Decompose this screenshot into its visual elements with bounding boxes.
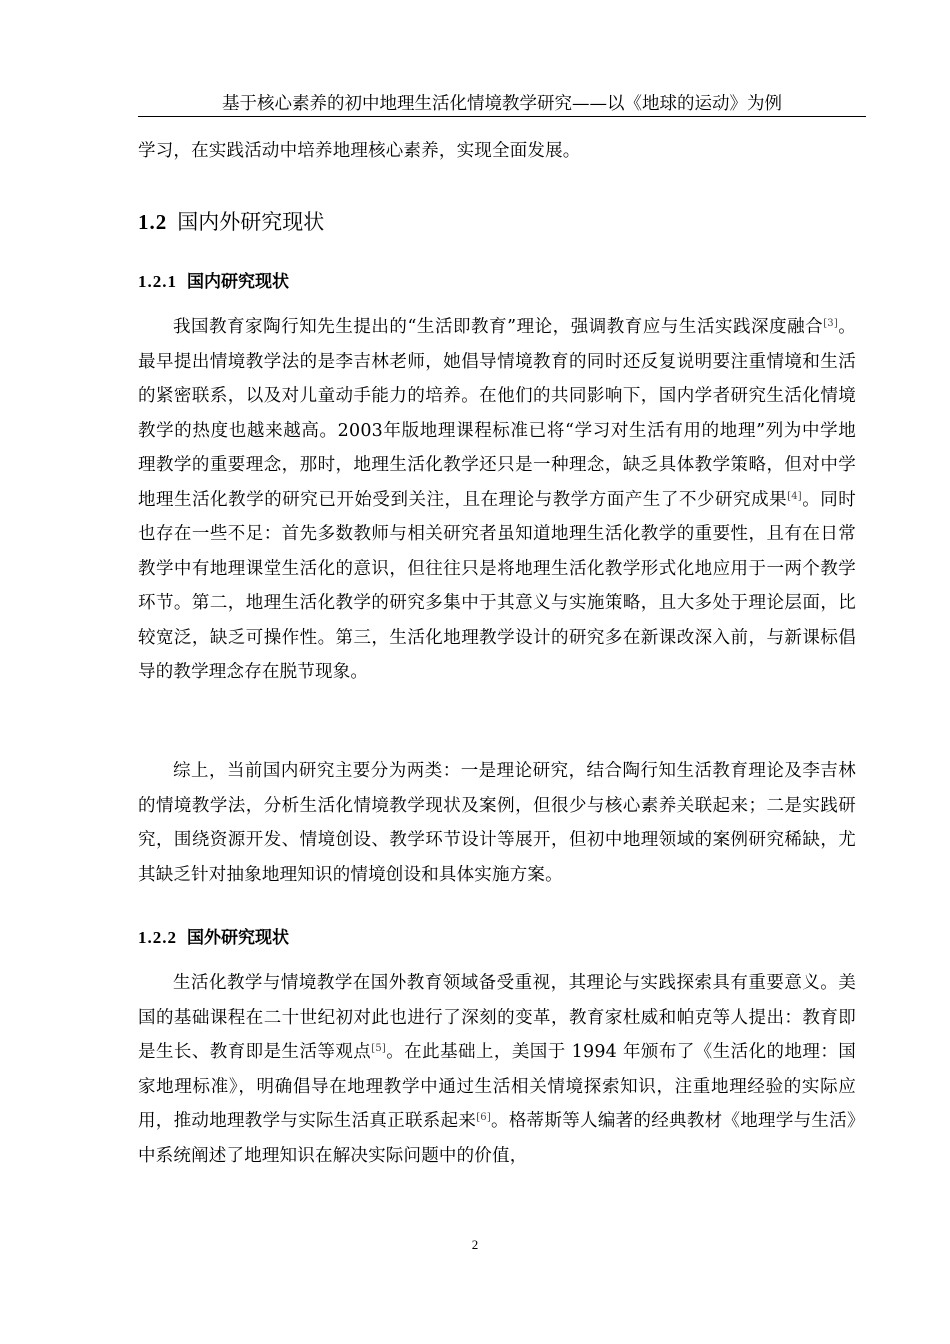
paragraph-foreign-research bbox=[138, 966, 856, 1173]
header-rule bbox=[138, 116, 866, 117]
paragraph-summary: 综上，当前国内研究主要分为两类：一是理论研究，结合陶行知生活教育理论及李吉林的情境教学法，分析生活化情境教学现状及案例，但很少与核心素养关联起来；二是实践研究，围绕资源开发、情境创设、教学环节设计等展开，但初中地理领域的案例研究稀缺，尤其缺乏针对抽象地理知识的情境创设和具体实施方案。 bbox=[138, 761, 856, 885]
section-heading bbox=[138, 208, 324, 236]
paragraph-text: 。同时也存在一些不足：首先多数教师与相关研究者虽知道地理生活化教学的重要性，且有在日常教学中有地理课堂生活化的意识，但往往只是将地理生活化教学形式化地应用于一两个教学环节。第二，地理生活化教学的研究多集中于其意义与实施策略，且大多处于理论层面，比较宽泛，缺乏可操作性。第三，生活化地理教学设计的研究多在新课改深入前，与新课标倡导的教学理念存在脱节现象。 bbox=[138, 489, 856, 682]
citation-5: [5] bbox=[371, 1043, 386, 1054]
paragraph-domestic-research bbox=[138, 310, 856, 690]
citation-3: [3] bbox=[823, 318, 838, 329]
paragraph-text: 。在此基础上，美国于 1994 年颁布了《生活化的地理：国家地理标准》，明确倡导在地理教学中通过生活相关情境探索知识，注重地理经验的实际应用，推动地理教学与实际生活真正联系起来 bbox=[138, 1042, 856, 1131]
page-header: 基于核心素养的初中地理生活化情境教学研究——以《地球的运动》为例 bbox=[222, 94, 782, 114]
citation-4: [4] bbox=[787, 490, 802, 502]
section-title: 国内外研究现状 bbox=[177, 210, 325, 234]
continuation-text: 学习，在实践活动中培养地理核心素养，实现全面发展。 bbox=[138, 141, 581, 161]
subsection-title: 国内研究现状 bbox=[187, 272, 289, 292]
page-number: 2 bbox=[471, 1237, 479, 1252]
subsection-number: 1.2.2 bbox=[138, 928, 177, 947]
paragraph-text: 。格蒂斯等人编著的经典教材《地理学与生活》中系统阐述了地理知识在解决实际问题中的价值， bbox=[138, 1111, 856, 1166]
paragraph-text: 我国教育家陶行知先生提出的“生活即教育”理论，强调教育应与生活实践深度融合 bbox=[173, 317, 824, 337]
subsection-number: 1.2.1 bbox=[138, 272, 177, 291]
subsection-heading-domestic bbox=[138, 270, 289, 294]
citation-6: [6] bbox=[476, 1112, 491, 1123]
section-number: 1.2 bbox=[138, 210, 168, 234]
paragraph-text: 。最早提出情境教学法的是李吉林老师，她倡导情境教育的同时还反复说明要注重情境和生活的紧密联系，以及对儿童动手能力的培养。在他们的共同影响下，国内学者研究生活化情境教学的热度也越来越高。2003年版地理课程标准已将“学习对生活有用的地理”列为中学地理教学的重要理念，那时，地理生活化教学还只是一种理念，缺乏具体教学策略，但对中学地理生活化教学的研究已开始受到关注，且在理论与教学方面产生了不少研究成果 bbox=[138, 317, 857, 510]
subsection-heading-foreign bbox=[138, 926, 289, 950]
paragraph-text: 生活化教学与情境教学在国外教育领域备受重视，其理论与实践探索具有重要意义。美国的基础课程在二十世纪初对此也进行了深刻的变革，教育家杜威和帕克等人提出：教育即是生长、教育即是生活等观点 bbox=[138, 973, 856, 1062]
subsection-title: 国外研究现状 bbox=[187, 928, 289, 948]
